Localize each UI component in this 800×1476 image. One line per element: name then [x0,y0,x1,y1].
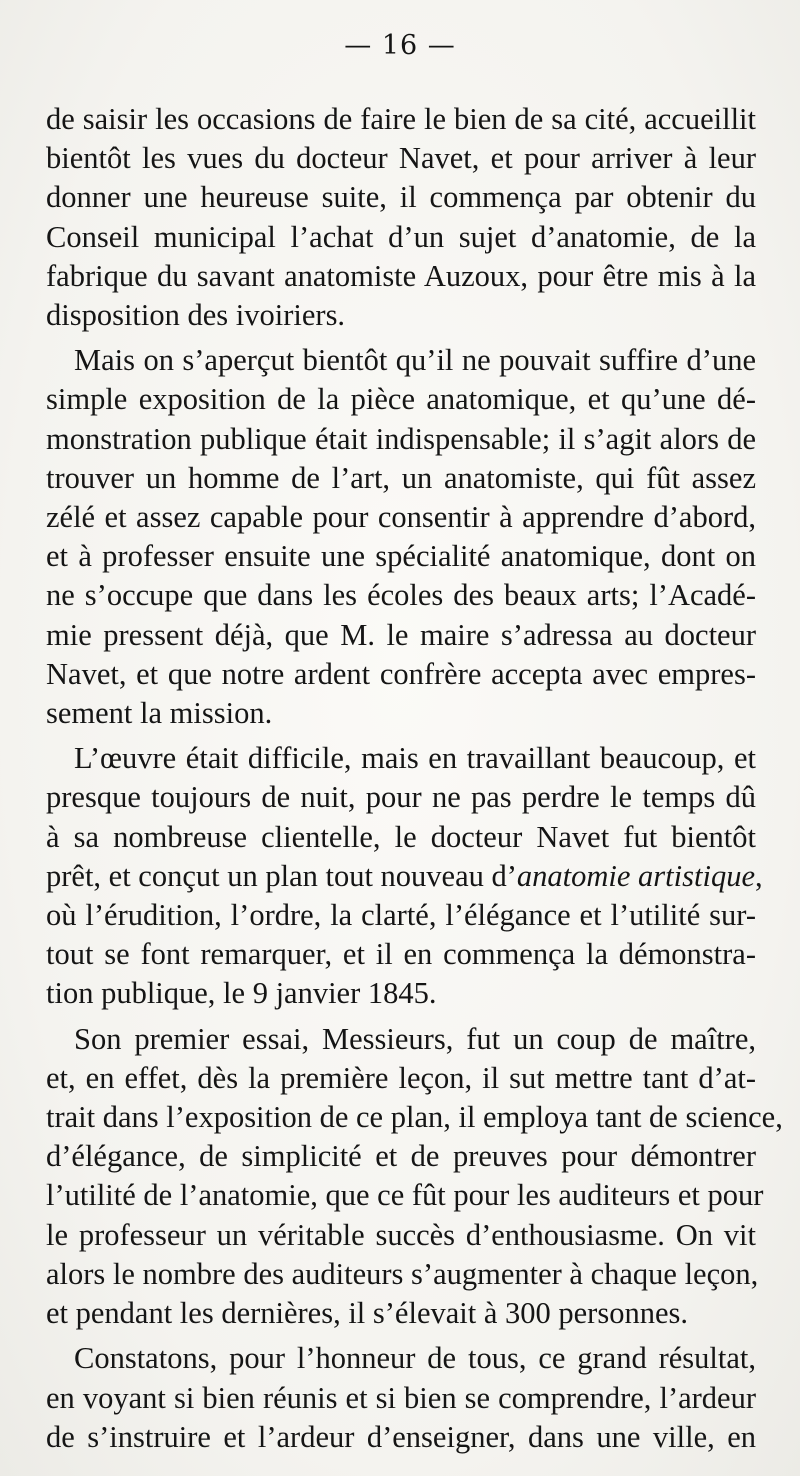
text-line: alors le nombre des auditeurs s’augmenter à chaque leçon, [46,1256,759,1291]
text-line: simple exposition de la pièce anatomique, et qu’une dé- [46,382,756,417]
text-line: trouver un homme de l’art, un anatomiste, qui fût assez [46,460,756,495]
text-line: le professeur un véritable succès d’enthousiasme. On vit [46,1217,756,1252]
page-number: — 16 — [344,30,456,61]
text-line-with-italic [46,857,763,896]
paragraph-2 [46,341,756,733]
text-line: Son premier essai, Messieurs, fut un coup de maître, [74,1021,756,1056]
text-line: Navet, et que notre ardent confrère accepta avec empres- [46,656,756,691]
text-segment: , [754,858,763,893]
text-line: mie pressent déjà, que M. le maire s’adressa au docteur [46,617,756,652]
text-line: sement la mission. [46,696,273,731]
paragraph-1 [46,100,756,335]
text-line: de saisir les occasions de faire le bien de sa cité, accueillit [46,102,756,136]
text-line: ne s’occupe que dans les écoles des beaux arts; l’Acadé- [46,578,756,613]
text-line: tout se font remarquer, et il en commença la démonstra- [46,937,756,972]
text-line: et, en effet, dès la première leçon, il sut mettre tant d’at- [46,1060,756,1095]
text-line: d’élégance, de simplicité et de preuves pour démontrer [46,1139,756,1174]
text-line: trait dans l’exposition de ce plan, il employa tant de science, [46,1100,783,1135]
text-line: et pendant les dernières, il s’élevait à 300 personnes. [46,1296,688,1331]
text-line: L’œuvre était difficile, mais en travaillant beaucoup, et [74,741,756,776]
paragraph-3 [46,739,763,1013]
text-line: de s’instruire et l’ardeur d’enseigner, dans une ville, en [46,1419,756,1454]
text-line: Constatons, pour l’honneur de tous, ce grand résultat, [74,1341,756,1376]
text-line: disposition des ivoiriers. [46,298,346,333]
text-line: zélé et assez capable pour consentir à apprendre d’abord, [46,500,756,535]
text-line: bientôt les vues du docteur Navet, et pour arriver à leur [46,141,756,176]
paragraph-5 [46,1339,756,1457]
text-line: Mais on s’aperçut bientôt qu’il ne pouvait suffire d’une [74,343,756,378]
text-line: et à professer ensuite une spécialité anatomique, dont on [46,539,756,574]
text-line: où l’érudition, l’ordre, la clarté, l’élégance et l’utilité sur- [46,898,756,933]
text-line: presque toujours de nuit, pour ne pas perdre le temps dû [46,780,756,815]
body-text [46,100,783,1463]
paragraph-4 [46,1020,783,1334]
text-line: à sa nombreuse clientelle, le docteur Navet fut bientôt [46,819,756,854]
text-line: tion publique, le 9 janvier 1845. [46,976,437,1011]
text-line: donner une heureuse suite, il commença par obtenir du [46,180,756,215]
text-line: monstration publique était indispensable; il s’agit alors de [46,421,756,456]
text-line: l’utilité de l’anatomie, que ce fût pour les auditeurs et pour [46,1178,764,1213]
text-line: fabrique du savant anatomiste Auzoux, pour être mis à la [46,258,756,293]
text-line: en voyant si bien réunis et si bien se comprendre, l’ardeur [46,1380,756,1415]
text-line: Conseil municipal l’achat d’un sujet d’anatomie, de la [46,219,756,254]
text-segment: prêt, et conçut un plan tout nouveau d’ [46,858,517,893]
italic-phrase: anatomie artistique [516,858,755,893]
